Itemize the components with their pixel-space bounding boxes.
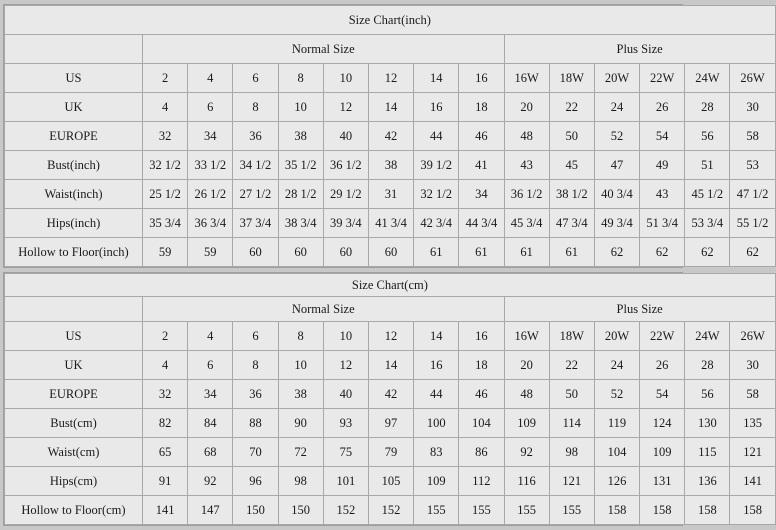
cell: 79 [368, 438, 413, 467]
cell: 44 [414, 122, 459, 151]
cell: 82 [143, 409, 188, 438]
row-label-bust: Bust(cm) [5, 409, 143, 438]
table-row [5, 409, 776, 438]
cell: 88 [233, 409, 278, 438]
cell: 22 [549, 93, 594, 122]
cell: 47 3/4 [549, 209, 594, 238]
row-label-hollow-to-floor: Hollow to Floor(inch) [5, 238, 143, 267]
cell: 14 [368, 351, 413, 380]
cell: 104 [594, 438, 639, 467]
cell: 2 [143, 64, 188, 93]
cell: 31 [368, 180, 413, 209]
cell: 60 [278, 238, 323, 267]
cell: 33 1/2 [188, 151, 233, 180]
table-row [5, 151, 776, 180]
cell: 8 [233, 93, 278, 122]
cell: 152 [323, 496, 368, 525]
cm-size-chart [3, 272, 765, 526]
cell: 14 [368, 93, 413, 122]
cell: 121 [730, 438, 775, 467]
cell: 112 [459, 467, 504, 496]
cell: 53 [730, 151, 775, 180]
row-label-waist: Waist(inch) [5, 180, 143, 209]
cell: 18 [459, 351, 504, 380]
cell: 28 [685, 93, 730, 122]
cell: 141 [730, 467, 775, 496]
cell: 65 [143, 438, 188, 467]
cell: 26 1/2 [188, 180, 233, 209]
row-label-uk: UK [5, 93, 143, 122]
cell: 45 [549, 151, 594, 180]
cell: 46 [459, 380, 504, 409]
table-row [5, 351, 776, 380]
cell: 36 1/2 [504, 180, 549, 209]
cell: 55 1/2 [730, 209, 775, 238]
cell: 40 [323, 122, 368, 151]
cell: 43 [504, 151, 549, 180]
cell: 45 3/4 [504, 209, 549, 238]
cell: 45 1/2 [685, 180, 730, 209]
cell: 126 [594, 467, 639, 496]
cell: 141 [143, 496, 188, 525]
cell: 36 [233, 380, 278, 409]
table-row [5, 467, 776, 496]
cell: 147 [188, 496, 233, 525]
group-blank-corner [5, 297, 143, 322]
cell: 36 3/4 [188, 209, 233, 238]
cell: 119 [594, 409, 639, 438]
cell: 30 [730, 93, 775, 122]
table-title-row [5, 274, 776, 297]
cell: 6 [233, 64, 278, 93]
cell: 92 [188, 467, 233, 496]
cell: 10 [323, 64, 368, 93]
cell: 12 [323, 93, 368, 122]
row-label-us: US [5, 64, 143, 93]
cell: 58 [730, 122, 775, 151]
cell: 49 [640, 151, 685, 180]
cell: 84 [188, 409, 233, 438]
cell: 4 [143, 351, 188, 380]
cell: 109 [640, 438, 685, 467]
cell: 32 [143, 122, 188, 151]
cell: 97 [368, 409, 413, 438]
row-label-waist: Waist(cm) [5, 438, 143, 467]
cell: 60 [368, 238, 413, 267]
group-blank-corner [5, 35, 143, 64]
cell: 26 [640, 351, 685, 380]
cell: 100 [414, 409, 459, 438]
cell: 38 [368, 151, 413, 180]
cell: 158 [730, 496, 775, 525]
cell: 2 [143, 322, 188, 351]
cell: 18W [549, 322, 594, 351]
cell: 4 [143, 93, 188, 122]
chart-title: Size Chart(inch) [5, 6, 776, 35]
cell: 62 [685, 238, 730, 267]
cell: 150 [278, 496, 323, 525]
cell: 53 3/4 [685, 209, 730, 238]
cell: 61 [549, 238, 594, 267]
cell: 8 [233, 351, 278, 380]
cell: 150 [233, 496, 278, 525]
cell: 42 [368, 380, 413, 409]
cell: 32 1/2 [414, 180, 459, 209]
cell: 114 [549, 409, 594, 438]
table-group-row [5, 35, 776, 64]
cell: 24 [594, 351, 639, 380]
group-plus-size: Plus Size [504, 297, 775, 322]
table-title-row [5, 6, 776, 35]
cell: 98 [549, 438, 594, 467]
table-row [5, 496, 776, 525]
cell: 109 [504, 409, 549, 438]
cell: 61 [414, 238, 459, 267]
cell: 62 [640, 238, 685, 267]
table-row [5, 438, 776, 467]
group-normal-size: Normal Size [143, 297, 505, 322]
cell: 155 [504, 496, 549, 525]
row-label-europe: EUROPE [5, 122, 143, 151]
table-row [5, 180, 776, 209]
cell: 40 3/4 [594, 180, 639, 209]
cell: 38 [278, 122, 323, 151]
cell: 34 [459, 180, 504, 209]
cell: 158 [685, 496, 730, 525]
cell: 41 [459, 151, 504, 180]
cell: 109 [414, 467, 459, 496]
cell: 22W [640, 322, 685, 351]
cell: 16 [459, 64, 504, 93]
cell: 46 [459, 122, 504, 151]
cell: 51 3/4 [640, 209, 685, 238]
cell: 50 [549, 380, 594, 409]
table-group-row [5, 297, 776, 322]
chart-title: Size Chart(cm) [5, 274, 776, 297]
cell: 91 [143, 467, 188, 496]
cell: 8 [278, 64, 323, 93]
cell: 48 [504, 122, 549, 151]
cell: 28 [685, 351, 730, 380]
cell: 92 [504, 438, 549, 467]
cell: 44 [414, 380, 459, 409]
table-row [5, 238, 776, 267]
cell: 47 1/2 [730, 180, 775, 209]
cell: 35 3/4 [143, 209, 188, 238]
group-plus-size: Plus Size [504, 35, 775, 64]
cell: 98 [278, 467, 323, 496]
cell: 93 [323, 409, 368, 438]
row-label-hollow-to-floor: Hollow to Floor(cm) [5, 496, 143, 525]
cell: 121 [549, 467, 594, 496]
cell: 4 [188, 64, 233, 93]
cell: 130 [685, 409, 730, 438]
cell: 12 [368, 64, 413, 93]
cell: 105 [368, 467, 413, 496]
cell: 26W [730, 322, 775, 351]
cell: 24W [685, 322, 730, 351]
row-label-bust: Bust(inch) [5, 151, 143, 180]
cell: 24W [685, 64, 730, 93]
cell: 158 [640, 496, 685, 525]
cell: 116 [504, 467, 549, 496]
cell: 54 [640, 122, 685, 151]
cell: 43 [640, 180, 685, 209]
cell: 38 3/4 [278, 209, 323, 238]
inch-size-table [4, 5, 776, 267]
cell: 47 [594, 151, 639, 180]
cell: 26W [730, 64, 775, 93]
cell: 36 1/2 [323, 151, 368, 180]
cell: 39 3/4 [323, 209, 368, 238]
cell: 14 [414, 322, 459, 351]
table-row [5, 322, 776, 351]
cell: 22 [549, 351, 594, 380]
cell: 20 [504, 351, 549, 380]
cell: 56 [685, 380, 730, 409]
cell: 16W [504, 64, 549, 93]
cell: 155 [549, 496, 594, 525]
cell: 83 [414, 438, 459, 467]
cell: 155 [414, 496, 459, 525]
cell: 104 [459, 409, 504, 438]
row-label-uk: UK [5, 351, 143, 380]
cell: 115 [685, 438, 730, 467]
cell: 90 [278, 409, 323, 438]
cell: 60 [323, 238, 368, 267]
row-label-europe: EUROPE [5, 380, 143, 409]
cell: 56 [685, 122, 730, 151]
cell: 25 1/2 [143, 180, 188, 209]
cell: 40 [323, 380, 368, 409]
cell: 10 [278, 351, 323, 380]
table-row [5, 64, 776, 93]
cell: 152 [368, 496, 413, 525]
cell: 10 [278, 93, 323, 122]
cell: 59 [188, 238, 233, 267]
row-label-hips: Hips(cm) [5, 467, 143, 496]
cell: 39 1/2 [414, 151, 459, 180]
cell: 6 [188, 93, 233, 122]
cell: 68 [188, 438, 233, 467]
cell: 38 [278, 380, 323, 409]
cell: 6 [188, 351, 233, 380]
cell: 12 [323, 351, 368, 380]
table-row [5, 93, 776, 122]
cell: 16 [414, 93, 459, 122]
cell: 62 [730, 238, 775, 267]
cell: 20 [504, 93, 549, 122]
cell: 24 [594, 93, 639, 122]
cell: 86 [459, 438, 504, 467]
cell: 32 1/2 [143, 151, 188, 180]
cell: 52 [594, 380, 639, 409]
table-row [5, 209, 776, 238]
cell: 124 [640, 409, 685, 438]
cell: 34 [188, 380, 233, 409]
cell: 59 [143, 238, 188, 267]
cell: 96 [233, 467, 278, 496]
cell: 20W [594, 64, 639, 93]
cell: 16 [414, 351, 459, 380]
row-label-hips: Hips(inch) [5, 209, 143, 238]
cell: 131 [640, 467, 685, 496]
cell: 30 [730, 351, 775, 380]
cell: 6 [233, 322, 278, 351]
cell: 50 [549, 122, 594, 151]
cell: 72 [278, 438, 323, 467]
cell: 52 [594, 122, 639, 151]
cell: 75 [323, 438, 368, 467]
cell: 42 3/4 [414, 209, 459, 238]
cell: 10 [323, 322, 368, 351]
cell: 34 [188, 122, 233, 151]
cm-size-table [4, 273, 776, 525]
cell: 42 [368, 122, 413, 151]
cell: 61 [459, 238, 504, 267]
cell: 70 [233, 438, 278, 467]
cell: 38 1/2 [549, 180, 594, 209]
cell: 135 [730, 409, 775, 438]
cell: 34 1/2 [233, 151, 278, 180]
cell: 12 [368, 322, 413, 351]
cell: 51 [685, 151, 730, 180]
cell: 22W [640, 64, 685, 93]
cell: 62 [594, 238, 639, 267]
cell: 35 1/2 [278, 151, 323, 180]
table-row [5, 380, 776, 409]
inch-size-chart [3, 4, 769, 268]
cell: 16W [504, 322, 549, 351]
cell: 29 1/2 [323, 180, 368, 209]
cell: 36 [233, 122, 278, 151]
cell: 28 1/2 [278, 180, 323, 209]
cell: 136 [685, 467, 730, 496]
cell: 8 [278, 322, 323, 351]
cell: 58 [730, 380, 775, 409]
cell: 18 [459, 93, 504, 122]
cell: 158 [594, 496, 639, 525]
cell: 60 [233, 238, 278, 267]
cell: 155 [459, 496, 504, 525]
cell: 48 [504, 380, 549, 409]
cell: 44 3/4 [459, 209, 504, 238]
row-label-us: US [5, 322, 143, 351]
cell: 14 [414, 64, 459, 93]
group-normal-size: Normal Size [143, 35, 505, 64]
cell: 49 3/4 [594, 209, 639, 238]
cell: 20W [594, 322, 639, 351]
cell: 26 [640, 93, 685, 122]
cell: 27 1/2 [233, 180, 278, 209]
cell: 37 3/4 [233, 209, 278, 238]
cell: 54 [640, 380, 685, 409]
cell: 4 [188, 322, 233, 351]
table-row [5, 122, 776, 151]
cell: 61 [504, 238, 549, 267]
cell: 16 [459, 322, 504, 351]
cell: 32 [143, 380, 188, 409]
cell: 41 3/4 [368, 209, 413, 238]
cell: 101 [323, 467, 368, 496]
cell: 18W [549, 64, 594, 93]
